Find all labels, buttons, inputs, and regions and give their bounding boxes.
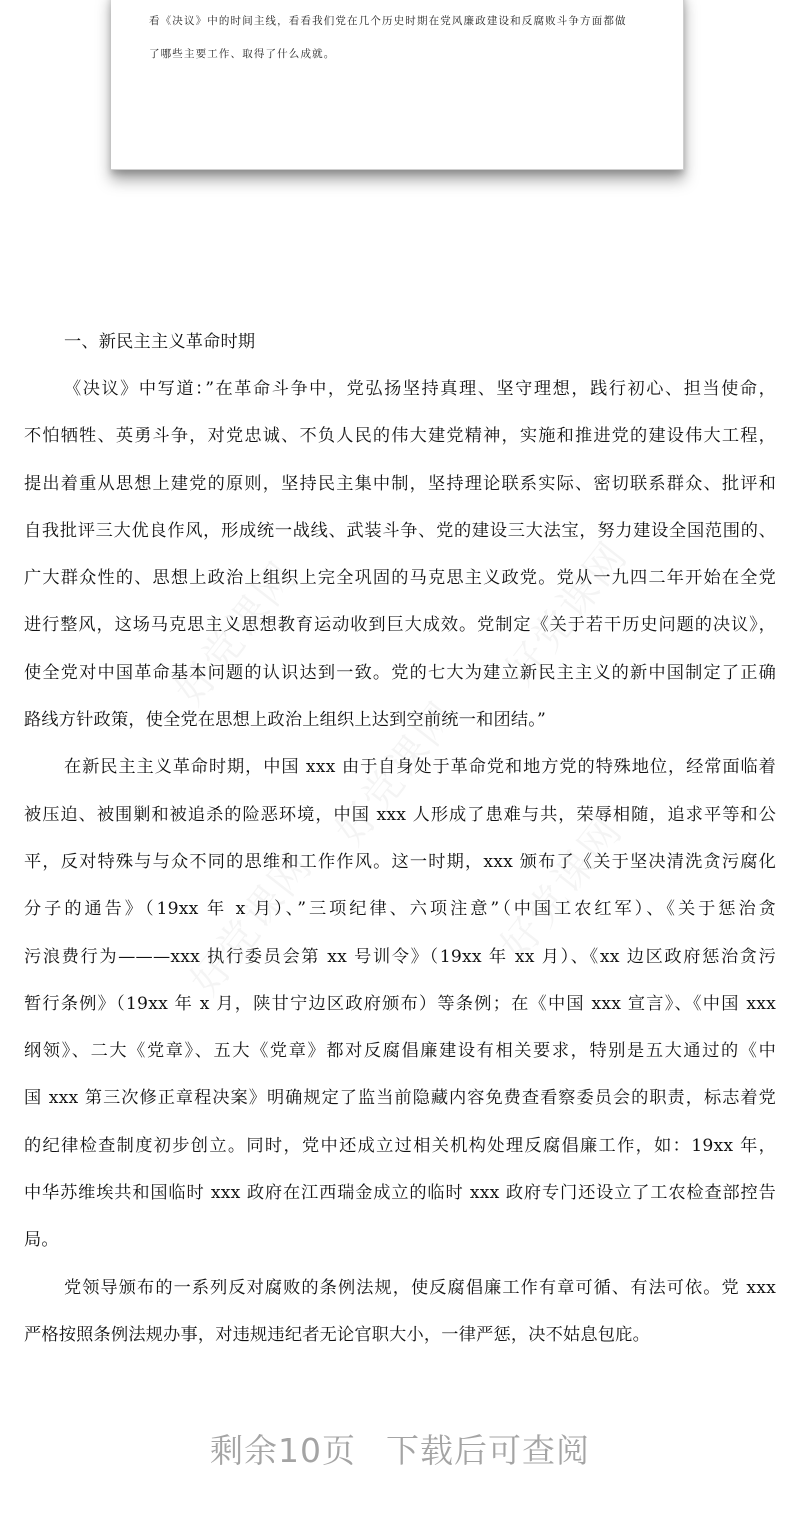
remaining-pages-count: 剩余10页 [210, 1431, 356, 1470]
paragraph-line: 《决议》中写道：”在革命斗争中，党弘扬坚持真理、坚守理想，践行初心、担当使命， [64, 379, 776, 399]
previous-page-preview [111, 0, 684, 170]
paragraph-line: 自我批评三大优良作风，形成统一战线、武装斗争、党的建设三大法宝，努力建设全国范围的、 [24, 521, 776, 541]
paragraph-line: 党领导颁布的一系列反对腐败的条例法规，使反腐倡廉工作有章可循、有法可依。党 xxx [64, 1278, 776, 1298]
paragraph-line: 平，反对特殊与与众不同的思维和工作作风。这一时期，xxx 颁布了《关于坚决清洗贪污腐化 [24, 852, 776, 872]
preview-line: 看《决议》中的时间主线，看看我们党在几个历史时期在党风廉政建设和反腐败斗争方面都做 [149, 15, 627, 27]
download-hint: 下载后可查阅 [386, 1431, 590, 1470]
paragraph-line: 国 xxx 第三次修正章程决案》明确规定了监当前隐藏内容免费查看察委员会的职责，标志着党 [24, 1088, 776, 1108]
paragraph-line: 局。 [24, 1230, 59, 1250]
paragraph-line: 使全党对中国革命基本问题的认识达到一致。党的七大为建立新民主主义的新中国制定了正确 [24, 663, 776, 683]
paragraph-line: 在新民主主义革命时期，中国 xxx 由于自身处于革命党和地方党的特殊地位，经常面临着 [64, 757, 776, 777]
section-heading: 一、新民主主义革命时期 [64, 332, 256, 352]
paragraph-line: 纲领》、二大《党章》、五大《党章》都对反腐倡廉建设有相关要求，特别是五大通过的《中 [24, 1041, 776, 1061]
preview-line: 了哪些主要工作、取得了什么成就。 [149, 48, 336, 60]
paragraph-line: 提出着重从思想上建党的原则，坚持民主集中制，坚持理论联系实际、密切联系群众、批评和 [24, 474, 776, 494]
paragraph-line: 污浪费行为———xxx 执行委员会第 xx 号训令》（19xx 年 xx 月）、《xx 边区政府惩治贪污 [24, 947, 776, 967]
paragraph-line: 广大群众性的、思想上政治上组织上完全巩固的马克思主义政党。党从一九四二年开始在全党 [24, 568, 776, 588]
paragraph-line: 暂行条例》（19xx 年 x 月，陕甘宁边区政府颁布）等条例；在《中国 xxx 宣言》、《中国 xxx [24, 994, 776, 1014]
paragraph-line: 进行整风，这场马克思主义思想教育运动收到巨大成效。党制定《关于若干历史问题的决议》， [24, 615, 776, 635]
paragraph-line: 路线方针政策，使全党在思想上政治上组织上达到空前统一和团结。” [24, 710, 547, 730]
paragraph-line: 分子的通告》（19xx 年 x 月）、”三项纪律、六项注意”（中国工农红军）、《关于惩治贪 [24, 899, 776, 919]
remaining-pages-banner[interactable] [0, 1425, 800, 1472]
paragraph-line: 的纪律检查制度初步创立。同时，党中还成立过相关机构处理反腐倡廉工作，如：19xx 年， [24, 1136, 776, 1156]
paragraph-line: 被压迫、被围剿和被追杀的险恶环境，中国 xxx 人形成了患难与共，荣辱相随，追求平等和公 [24, 805, 776, 825]
paragraph-line: 中华苏维埃共和国临时 xxx 政府在江西瑞金成立的临时 xxx 政府专门还设立了工农检查部控告 [24, 1183, 776, 1203]
paragraph-line: 不怕牺牲、英勇斗争，对党忠诚、不负人民的伟大建党精神，实施和推进党的建设伟大工程， [24, 426, 776, 446]
paragraph-line: 严格按照条例法规办事，对违规违纪者无论官职大小，一律严惩，决不姑息包庇。 [24, 1325, 650, 1345]
